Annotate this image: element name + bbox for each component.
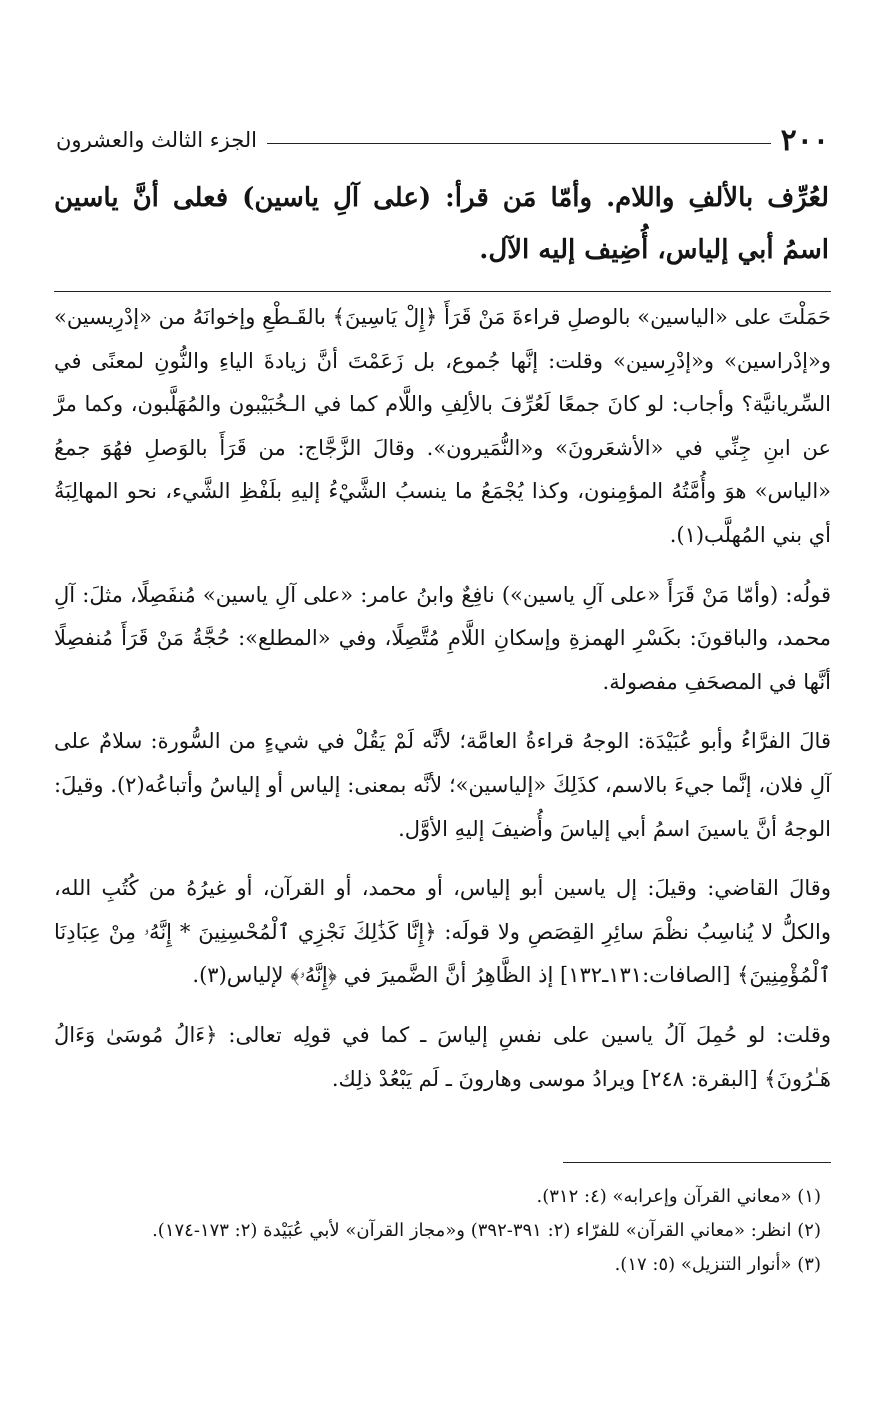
header-rule (267, 143, 771, 144)
footnotes (54, 1180, 821, 1282)
commentary-paragraph: قولُه: (وأمّا مَنْ قَرَأَ «على آلِ ياسين») نافِعٌ وابنُ عامر: «على آلِ ياسين» مُنفَصِلًا، مثلَ: آلِ محمد، والباقونَ: بكَسْرِ الهمزةِ وإسكانِ اللَّامِ مُتَّصِلًا، وفي «المطلع»: حُجَّةُ مَنْ قَرَأَ مُنفصِلًا أنَّها في المصحَفِ مفصولة. (54, 582, 831, 694)
base-text: لعُرِّف بالألفِ واللام. وأمّا مَن قرأ: (على آلِ ياسين) فعلى أنَّ ياسين اسمُ أبي إلياس، أُضِيف إليه الآل. (54, 183, 829, 265)
commentary-paragraph: قالَ الفرَّاءُ وأبو عُبَيْدَة: الوجهُ قراءةُ العامَّة؛ لأنَّه لَمْ يَقُلْ في شيءٍ من السُّورة: سلامٌ على آلِ فلان، إنَّما جيءَ بالاسم، كذَلِكَ «إلياسين»؛ لأنَّه بمعنى: إلياس أو إلياسُ وأتباعُه(٢). وقيلَ: الوجهُ أنَّ ياسينَ اسمُ أبي إلياسَ وأُضيفَ إليهِ الأوَّل. (54, 729, 831, 841)
commentary-body (54, 296, 831, 1101)
commentary-paragraph: حَمَلْتَ على «الياسين» بالوصلِ قراءةَ مَنْ قَرَأَ ﴿إِلْ يَاسِينَ﴾ بالقَـطْعِ وإخوانَهُ من «إدْرِيسين» و«إدْراسين» و«إدْرِسين» وقلت: إنَّها جُموع، بل زَعَمْتَ أنَّ زيادةَ الياءِ والنُّونِ لمعنًى في السِّريانيَّة؟ وأجاب: لو كانَ جمعًا لَعُرِّفَ بالألِفِ واللَّام كما في الـخُبَيْبون والمُهَلَّبون، وكما مرَّ عن ابنِ جِنِّي في «الأشعَرونَ» و«النُّمَيرون». وقالَ الزَّجَّاج: من قَرَأَ بالوَصلِ فهُوَ جمعُ «الياس» هوَ وأُمَّتُهُ المؤمِنون، وكذا يُجْمَعُ ما ينسبُ الشَّيْءُ إليهِ بلَفْظِ الشَّيء، نحو المهالِبَةُ أي بني المُهلَّب(١). (54, 305, 831, 547)
commentary-paragraph: وقالَ القاضي: وقيلَ: إل ياسين أبو إلياس، أو محمد، أو القرآن، أو غيرُهُ من كُتُبِ الله، والكلُّ لا يُناسِبُ نظْمَ سائِرِ القِصَصِ ولا قولَه: ﴿إِنَّا كَذَٰلِكَ نَجْزِي ٱلْمُحْسِنِينَ * إِنَّهُۥ مِنْ عِبَادِنَا ٱلْمُؤْمِنِينَ﴾ [الصافات:١٣١ـ١٣٢] إذ الظَّاهِرُ أنَّ الضَّميرَ في ﴿إِنَّهُۥ﴾ لإلياس(٣). (54, 876, 832, 988)
footnote: (٢) انظر: «معاني القرآن» للفرّاء (٢: ٣٩١-٣٩٢) و«مجاز القرآن» لأبي عُبَيْدة (٢: ١٧٣-١٧٤). (152, 1220, 821, 1241)
base-text-divider (54, 291, 831, 292)
footnote: (١) «معاني القرآن وإعرابه» (٤: ٣١٢). (536, 1186, 821, 1207)
commentary-paragraph: وقلت: لو حُمِلَ آلُ ياسين على نفسِ إلياسَ ـ كما في قولِه تعالى: ﴿ءَالُ مُوسَىٰ وَءَالُ هَـٰرُونَ﴾ [البقرة: ٢٤٨] ويرادُ موسى وهارونَ ـ لَم يَبْعُدْ ذلِك. (54, 1022, 831, 1091)
footnote-divider (563, 1162, 831, 1163)
running-title: الجزء الثالث والعشرون (56, 128, 257, 152)
page-header (56, 120, 829, 160)
page-number: ٢٠٠ (780, 122, 829, 158)
footnote: (٣) «أنوار التنزيل» (٥: ١٧). (614, 1254, 821, 1275)
